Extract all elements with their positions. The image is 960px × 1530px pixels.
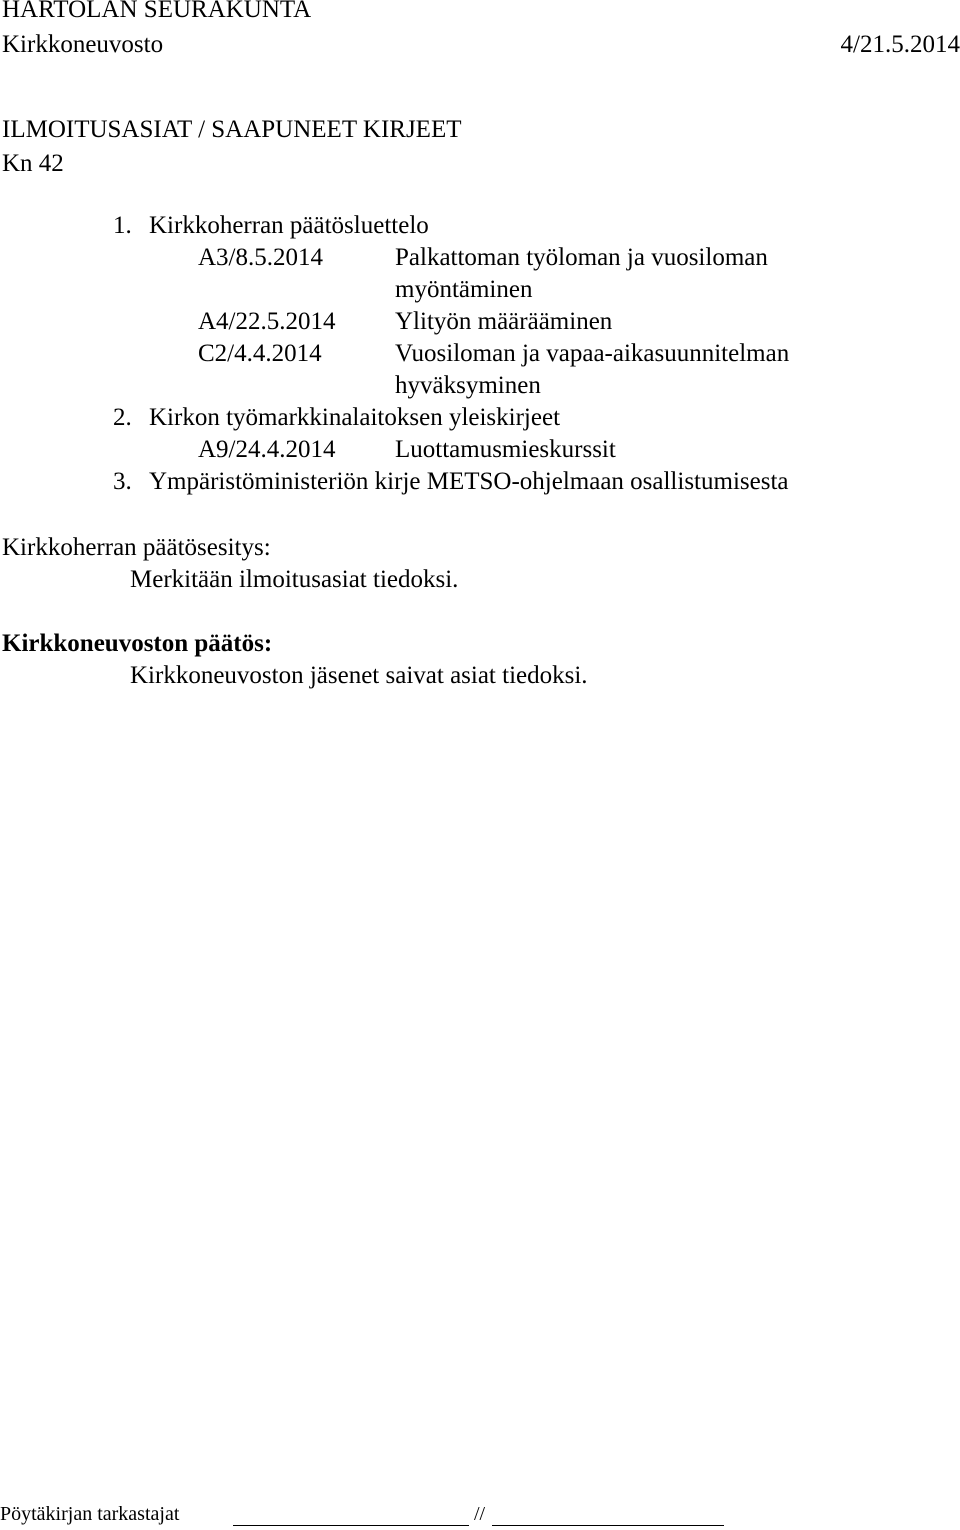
section-number: Kn 42 (2, 150, 64, 177)
entry-description-continued: hyväksyminen (395, 372, 541, 399)
list-item-2 (113, 402, 560, 434)
proposal-text: Merkitään ilmoitusasiat tiedoksi. (130, 566, 459, 593)
signature-separator: // (474, 1503, 486, 1525)
list-item-title: Kirkon työmarkkinalaitoksen yleiskirjeet (149, 404, 561, 431)
list-item-title: Kirkkoherran päätösluettelo (149, 212, 429, 239)
list-item-3 (113, 466, 789, 498)
signature-line-2 (492, 1525, 724, 1526)
entry-description: Vuosiloman ja vapaa-aikasuunnitelman (395, 340, 790, 367)
list-item-number: 2. (113, 404, 132, 431)
entry-code: C2/4.4.2014 (198, 340, 322, 367)
list-item-number: 3. (113, 468, 132, 495)
section-title: ILMOITUSASIAT / SAAPUNEET KIRJEET (2, 116, 462, 143)
list-item-title: Ympäristöministeriön kirje METSO-ohjelmaan osallistumisesta (149, 468, 789, 495)
decision-label: Kirkkoneuvoston päätös: (2, 630, 273, 657)
proposal-label: Kirkkoherran päätösesitys: (2, 534, 271, 561)
entry-description: Ylityön määrääminen (395, 308, 613, 335)
entry-description-continued: myöntäminen (395, 276, 533, 303)
decision-text: Kirkkoneuvoston jäsenet saivat asiat tiedoksi. (130, 662, 588, 689)
list-item-1 (113, 210, 429, 242)
signature-line-1 (233, 1525, 469, 1526)
entry-description: Luottamusmieskurssit (395, 436, 616, 463)
meeting-body-name: Kirkkoneuvosto (2, 31, 164, 58)
organization-name: HARTOLAN SEURAKUNTA (2, 0, 312, 23)
entry-code: A3/8.5.2014 (198, 244, 323, 271)
entry-code: A9/24.4.2014 (198, 436, 336, 463)
minutes-examiners-label: Pöytäkirjan tarkastajat (0, 1503, 180, 1525)
entry-description: Palkattoman työloman ja vuosiloman (395, 244, 768, 271)
list-item-number: 1. (113, 212, 132, 239)
entry-code: A4/22.5.2014 (198, 308, 336, 335)
meeting-reference: 4/21.5.2014 (840, 31, 960, 58)
